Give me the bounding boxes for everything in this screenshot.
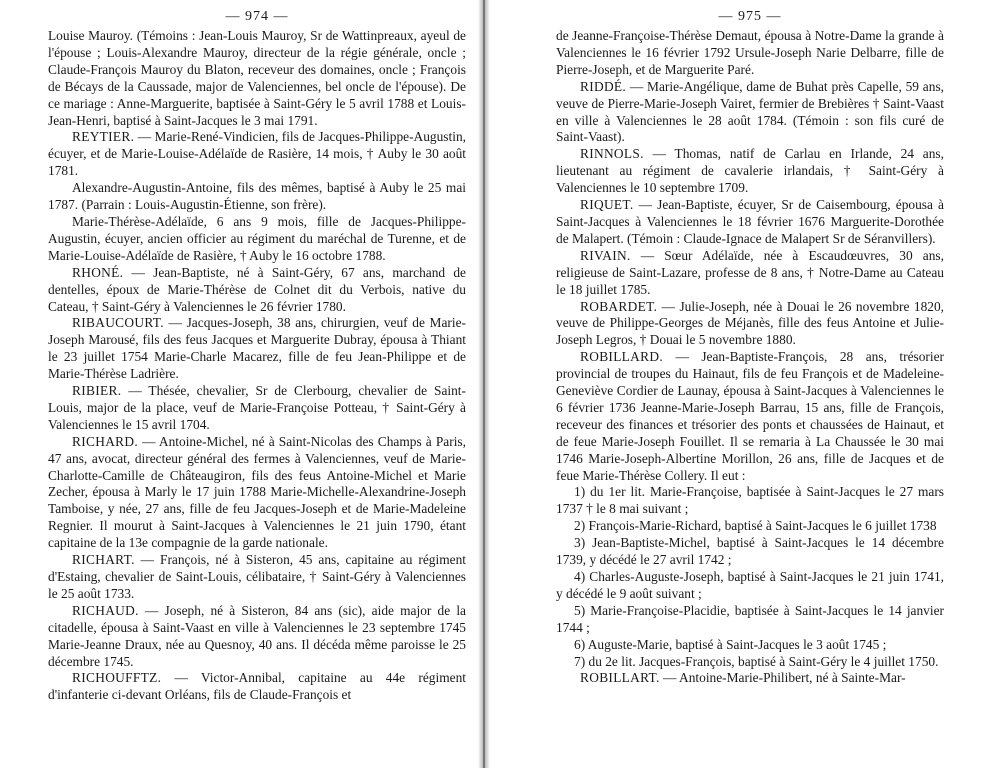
entry-name: RICHOUFFTZ. [72,670,162,686]
page-text [556,28,944,687]
entry [556,349,944,484]
page-number: — 974 — [225,9,289,24]
entry-name: ROBILLARD. [580,349,663,365]
entry [48,265,466,316]
list-item [556,518,944,535]
entry [556,79,944,147]
list-item-text: 4) Charles-Auguste-Joseph, baptisé à Saint-Jacques le 21 juin 1741, y décédé le 9 août suivant ; [556,569,944,601]
entry [48,603,466,671]
entry-text: — Jean-Baptiste-François, 28 ans, trésorier provincial de troupes du Hainaut, fils de feu François et de Madeleine-Geneviève Cordier de Launay, épousa à Saint-Jacques à Valenciennes le 6 février 1736 Jeanne-Marie-Joseph Barrau, 15 ans, fille de François, receveur des finances et trésorier des ponts et chaussées de Hainaut, et de feue Marie-Joseph Fouillet. Il se remaria à La Chaussée le 30 mai 1746 Marie-Joseph-Albertine Morillon, 26 ans, fille de Jacques et de feue Marie-Thérèse Collery. Il eut : [556,349,944,483]
list-item-text: 6) Auguste-Marie, baptisé à Saint-Jacques le 3 août 1745 ; [574,636,887,652]
entry-name: RIDDÉ. [580,78,627,94]
entry [556,299,944,350]
list-item-text: 3) Jean-Baptiste-Michel, baptisé à Saint-Jacques le 14 décembre 1739, y décédé le 27 avril 1742 ; [556,535,944,568]
entry-name: RHONÉ. [72,264,124,280]
paragraph-text: de Jeanne-Françoise-Thérèse Demaut, épousa à Notre-Dame la grande à Valenciennes le 16 février 1792 Ursule-Joseph Narie Delbarre, fille de Pierre-Joseph, et de Marguerite Paré. [556,28,944,77]
entry-text: — Julie-Joseph, née à Douai le 26 novembre 1820, veuve de Philippe-Georges de Méjanès, fille des feus Antoine et Julie-Joseph Legros, † Douai le 5 novembre 1880. [556,298,944,348]
entry [556,248,944,299]
entry-name: REYTIER. [72,129,135,145]
paragraph-text: Marie-Thérèse-Adélaïde, 6 ans 9 mois, fille de Jacques-Philippe-Augustin, écuyer, ancien officier au régiment du maréchal de Turenne, et de Marie-Louise-Adélaïde de Rasière, † Auby le 16 octobre 1788. [48,213,466,263]
list-item-text: 1) du 1er lit. Marie-Françoise, baptisée à Saint-Jacques le 27 mars 1737 † le 8 mai suivant ; [556,484,944,517]
entry-name: ROBARDET. [580,298,658,314]
entry-text: — Jacques-Joseph, 38 ans, chirurgien, veuf de Marie-Joseph Marousé, fils des feus Jacques et Marguerite Dubray, épousa à Thiant le 23 juillet 1754 Marie-Charle Macarez, fille de feu Jean-Philippe et de Marie-Thérèse Ladrière. [48,315,466,382]
list-item [556,603,944,637]
entry-name: RIBAUCOURT. [72,315,164,331]
entry-text: — Joseph, né à Sisteron, 84 ans (sic), aide major de la citadelle, épousa à Saint-Vaast en ville à Valenciennes le 23 septembre 1745 Marie-Jeanne Draux, née au Quesnoy, 40 ans. Il décéda même paroisse le 25 décembre 1745. [48,602,466,669]
list-item-text: 5) Marie-Françoise-Placidie, baptisée à Saint-Jacques le 14 janvier 1744 ; [556,602,944,635]
entry-name: ROBILLART. [580,670,660,686]
list-item-text: 2) François-Marie-Richard, baptisé à Saint-Jacques le 6 juillet 1738 [574,518,937,534]
entry-text: — Thomas, natif de Carlau en Irlande, 24 ans, lieutenant au régiment de cavalerie irlandais, † Saint-Géry à Valenciennes le 10 septembre 1709. [556,146,944,196]
left-page [0,0,480,768]
list-item [556,569,944,603]
entry-text: — Marie-René-Vindicien, fils de Jacques-Philippe-Augustin, écuyer, et de Marie-Louise-Adélaïde de Rasière, 14 mois, † Auby le 30 août 1781. [48,129,466,179]
entry-text: — Antoine-Michel, né à Saint-Nicolas des Champs à Paris, 47 ans, avocat, directeur général des fermes à Valenciennes, veuf de Marie-Charlotte-Camille de Châteaugiron, fils des feus Antoine-Michel et Marie Zecher, épousa à Marly le 17 juin 1788 Marie-Michelle-Alexandrine-Joseph Tamboise, y née, 27 ans, fille de feu Jacques-Joseph et de Marie-Madeleine Regnier. Il mourut à Saint-Jacques à Valenciennes le 21 juin 1790, étant capitaine de la 13e compagnie de la garde nationale. [48,433,466,551]
entry [48,129,466,180]
page-number: — 975 — [718,9,782,24]
entry [48,315,466,383]
page-text [48,28,466,704]
entry [48,383,466,434]
paragraph [48,28,466,129]
entry-text: — Antoine-Marie-Philibert, né à Sainte-Mar- [659,670,906,686]
right-page [486,0,984,768]
entry-text: — Jean-Baptiste, né à Saint-Géry, 67 ans, marchand de dentelles, époux de Marie-Thérèse de Colnet dit du Verbois, native du Cateau, † Saint-Géry à Valenciennes le 26 février 1780. [48,264,466,314]
list-item [556,484,944,518]
entry [48,670,466,704]
entry [556,197,944,248]
entry-text: — Victor-Annibal, capitaine au 44e régiment d'infanterie ci-devant Orléans, fils de Claude-François et [48,670,466,703]
entry-name: RIQUET. [580,197,634,213]
entry [556,670,944,687]
list-item [556,637,944,654]
paragraph-text: Alexandre-Augustin-Antoine, fils des mêmes, baptisé à Auby le 25 mai 1787. (Parrain : Louis-Augustin-Étienne, son frère). [48,180,466,213]
entry-name: RIBIER. [72,383,122,399]
entry-text: — Thésée, chevalier, Sr de Clerbourg, chevalier de Saint-Louis, major de la place, veuf de Marie-Françoise Potteau, † Saint-Géry à Valenciennes le 15 avril 1704. [48,383,466,432]
entry-name: RIVAIN. [580,247,631,263]
entry-text: — Marie-Angélique, dame de Buhat près Capelle, 59 ans, veuve de Pierre-Marie-Joseph Vairet, fermier de Brebières † Saint-Vaast en ville à Valenciennes le 28 août 1784. (Témoin : son fils curé de Saint-Vaast). [556,78,944,145]
list-item-text: 7) du 2e lit. Jacques-François, baptisé à Saint-Géry le 4 juillet 1750. [574,653,939,669]
entry-name: RINNOLS. [580,146,644,162]
list-item [556,535,944,569]
entry-text: — Jean-Baptiste, écuyer, Sr de Caisembourg, épousa à Saint-Jacques à Valenciennes le 18 février 1676 Marguerite-Dorothée de Malapert. (Témoin : Claude-Ignace de Malapert Sr de Séranvillers). [556,197,944,246]
entry-name: RICHART. [72,552,135,568]
paragraph-text: Louise Mauroy. (Témoins : Jean-Louis Mauroy, Sr de Wattinpreaux, ayeul de l'épouse ; Louis-Alexandre Mauroy, directeur de la régie générale, oncle ; Claude-François Mauroy du Blaton, receveur des domaines, oncle ; François de Bécays de la Caussade, major de Valenciennes, bel oncle de l'épouse). De ce mariage : Anne-Marguerite, baptisée à Saint-Géry le 5 avril 1788 et Louis-Jean-Henri, baptisé à Saint-Jacques le 3 mai 1791. [48,28,466,128]
entry [556,146,944,197]
entry-name: RICHARD. [72,433,139,449]
paragraph [48,180,466,214]
entry-text: — François, né à Sisteron, 45 ans, capitaine au régiment d'Estaing, chevalier de Saint-Louis, célibataire, † Saint-Géry à Valenciennes le 25 août 1733. [48,552,466,601]
entry [48,434,466,552]
paragraph [556,28,944,79]
entry-name: RICHAUD. [72,602,139,618]
list-item [556,654,944,671]
entry [48,552,466,603]
entry-text: — Sœur Adélaïde, née à Escaudœuvres, 30 ans, religieuse de Saint-Lazare, professe de 8 ans, † Notre-Dame au Cateau le 18 juillet 1785. [556,247,944,297]
paragraph [48,214,466,265]
